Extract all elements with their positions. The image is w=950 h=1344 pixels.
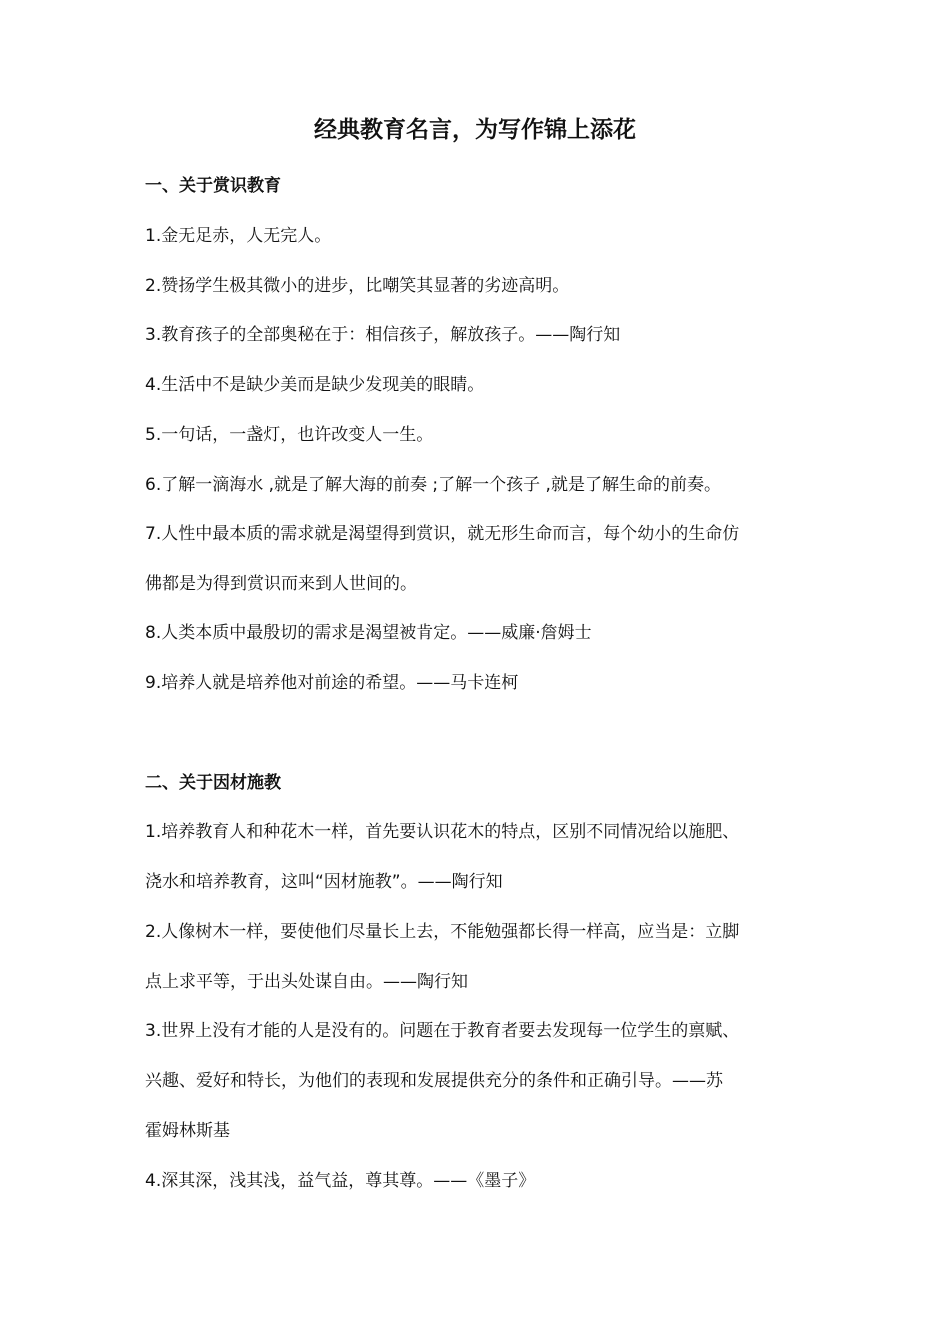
- quote-line: 4.生活中不是缺少美而是缺少发现美的眼睛。: [145, 375, 485, 395]
- quote-line: 9.培养人就是培养他对前途的希望。——马卡连柯: [145, 673, 519, 693]
- section-heading-individualized: 二、关于因材施教: [145, 773, 281, 793]
- quote-line: 5.一句话，一盏灯，也许改变人一生。: [145, 425, 434, 445]
- quote-line: 6.了解一滴海水 ,就是了解大海的前奏 ;了解一个孩子 ,就是了解生命的前奏。: [145, 475, 721, 495]
- quote-line: 1.培养教育人和种花木一样，首先要认识花木的特点，区别不同情况给以施肥、: [145, 822, 740, 842]
- quote-line: 点上求平等，于出头处谋自由。——陶行知: [145, 972, 468, 992]
- quote-line: 4.深其深，浅其浅，益气益，尊其尊。——《墨子》: [145, 1171, 536, 1191]
- quote-line: 兴趣、爱好和特长，为他们的表现和发展提供充分的条件和正确引导。——苏: [145, 1071, 723, 1091]
- section-heading-appreciation: 一、关于赏识教育: [145, 176, 281, 196]
- quote-line: 3.教育孩子的全部奥秘在于：相信孩子，解放孩子。——陶行知: [145, 325, 621, 345]
- quote-line: 8.人类本质中最殷切的需求是渴望被肯定。——威廉·詹姆士: [145, 623, 592, 643]
- document-title: 经典教育名言，为写作锦上添花: [314, 117, 636, 143]
- quote-line: 浇水和培养教育，这叫“因材施教”。——陶行知: [145, 872, 503, 892]
- quote-line: 2.赞扬学生极其微小的进步，比嘲笑其显著的劣迹高明。: [145, 276, 570, 296]
- quote-line: 2.人像树木一样，要使他们尽量长上去，不能勉强都长得一样高，应当是：立脚: [145, 922, 740, 942]
- quote-line: 7.人性中最本质的需求就是渴望得到赏识，就无形生命而言，每个幼小的生命仿: [145, 524, 740, 544]
- quote-line: 3.世界上没有才能的人是没有的。问题在于教育者要去发现每一位学生的禀赋、: [145, 1021, 740, 1041]
- quote-line: 霍姆林斯基: [145, 1121, 230, 1141]
- quote-line: 佛都是为得到赏识而来到人世间的。: [145, 574, 417, 594]
- quote-line: 1.金无足赤，人无完人。: [145, 226, 332, 246]
